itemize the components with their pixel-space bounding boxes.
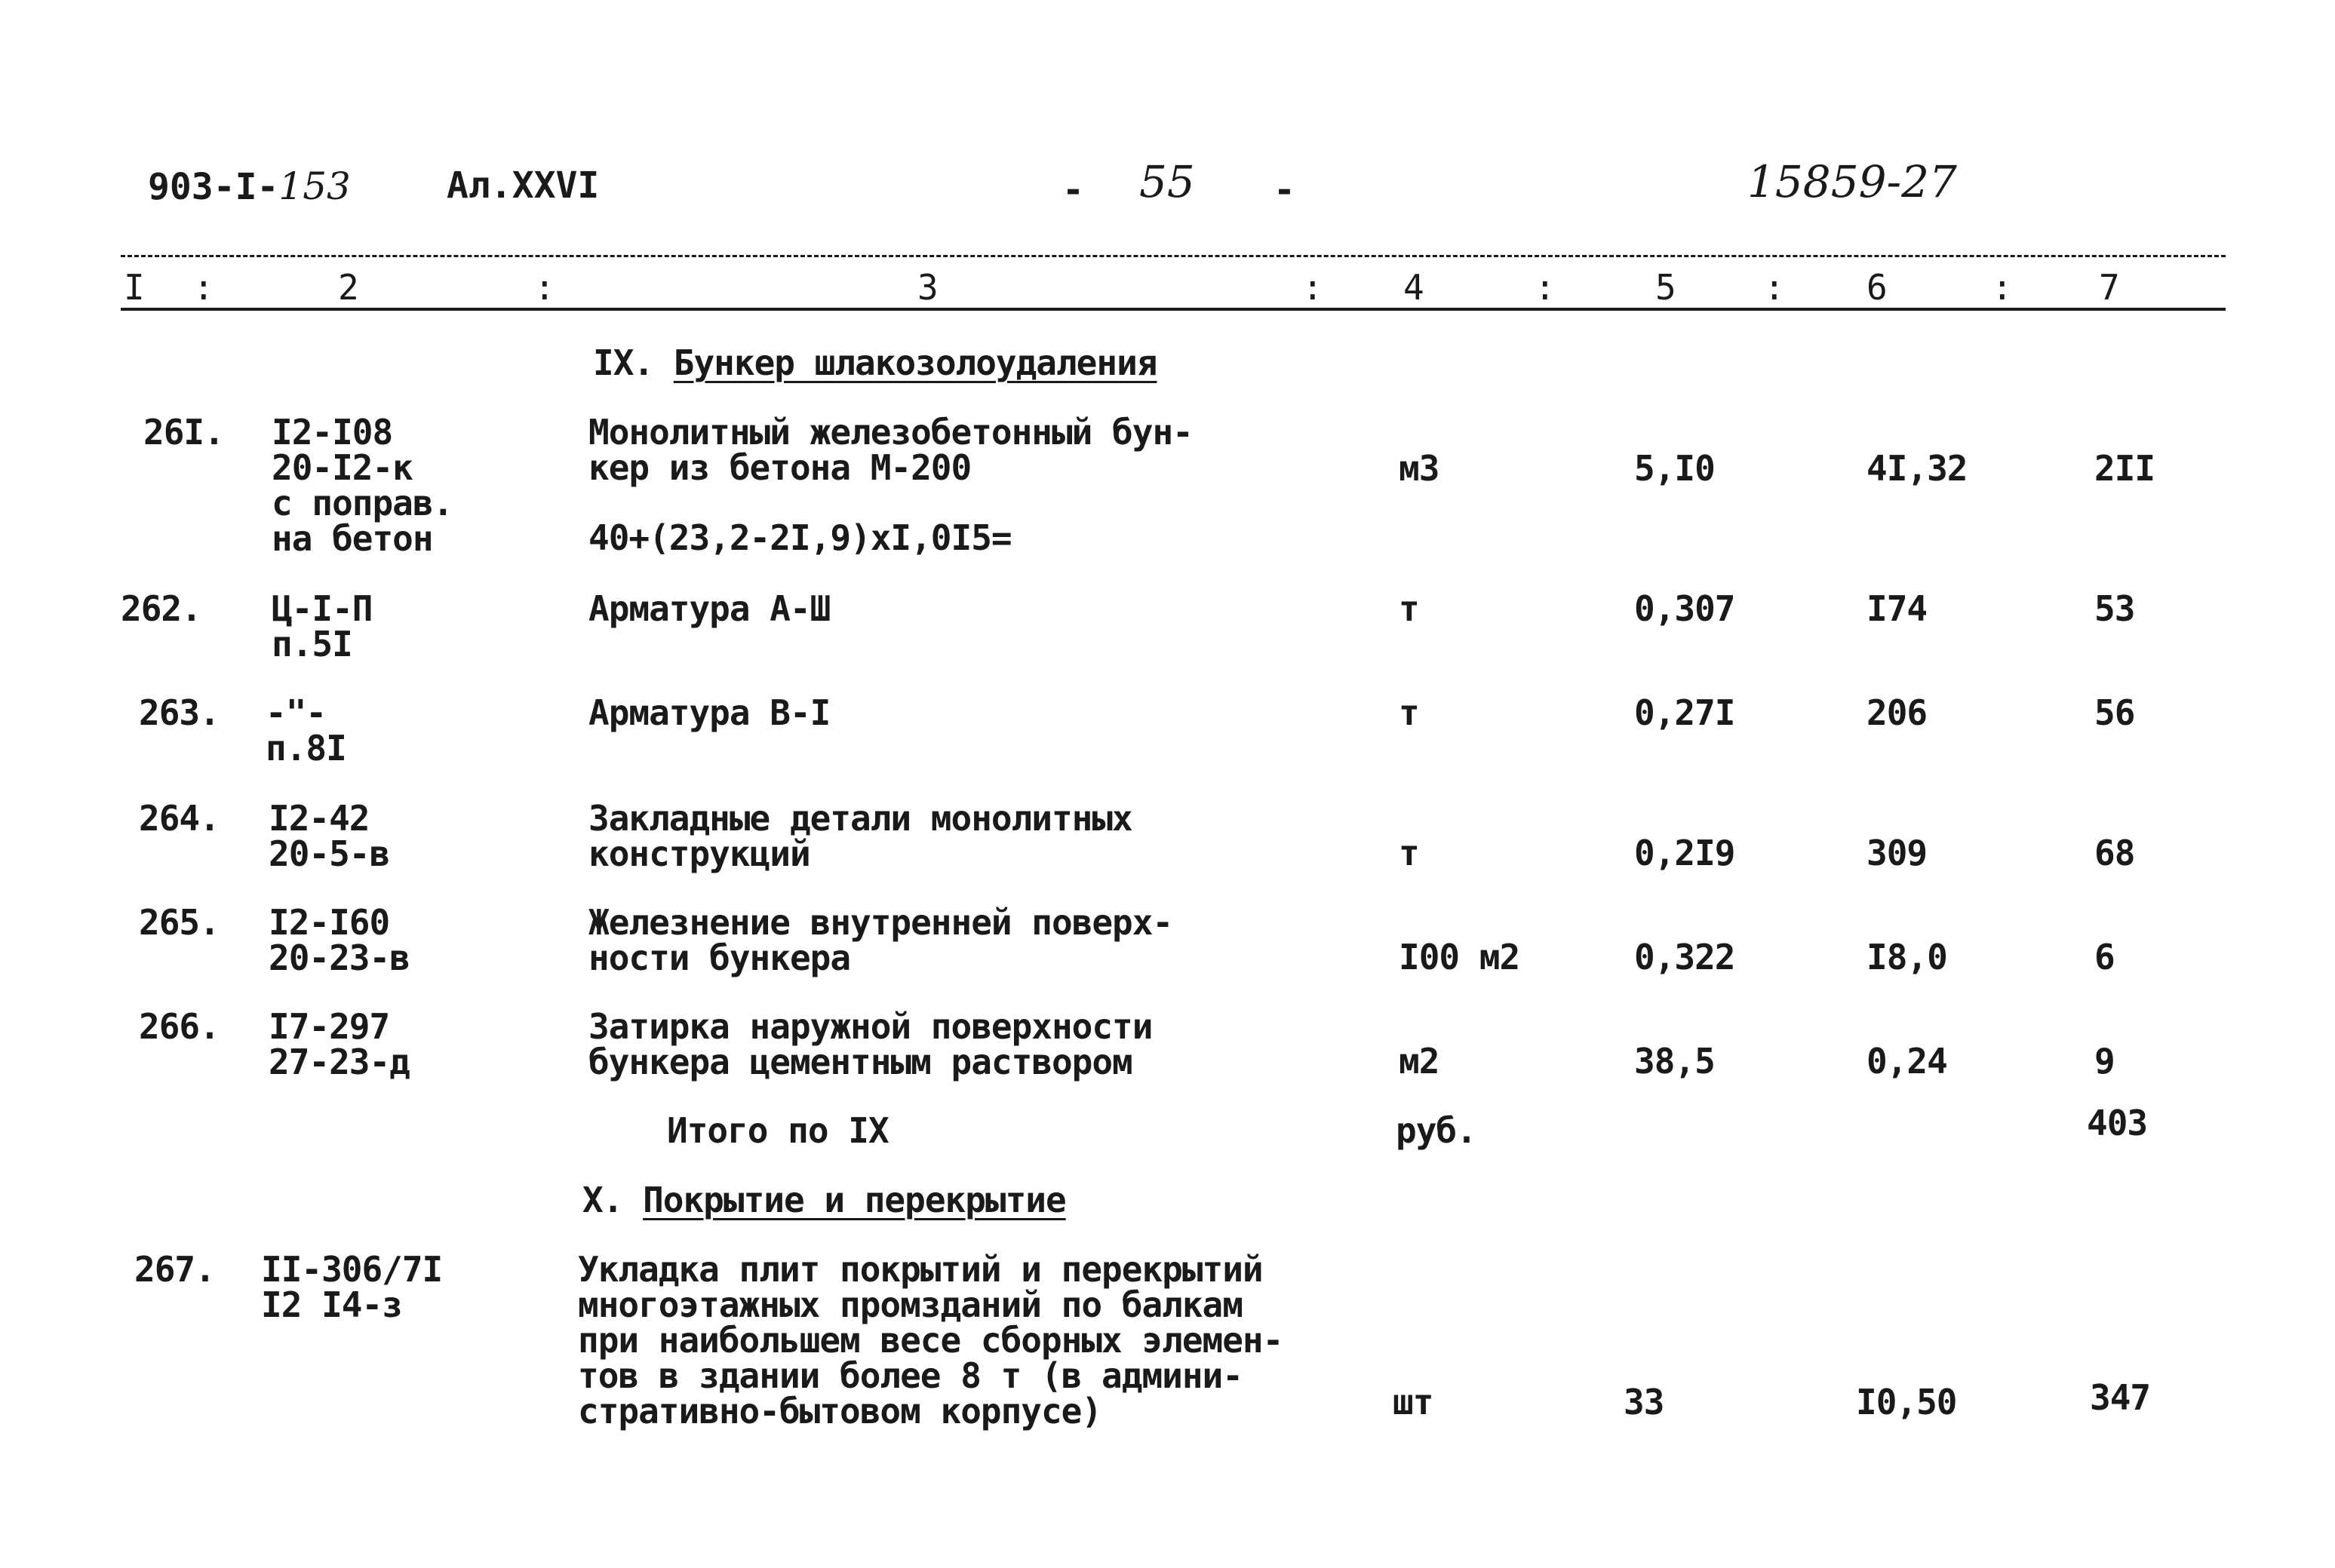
- column-header-sep: :: [193, 267, 214, 308]
- page-dash-right: -: [1273, 169, 1295, 211]
- column-header-5: 5: [1655, 267, 1676, 308]
- column-header-2: 2: [338, 267, 359, 308]
- header-top-rule: [121, 255, 2226, 257]
- row-unit: шт: [1393, 1382, 1433, 1422]
- row-price: I0,50: [1856, 1382, 1957, 1422]
- row-number: 264.: [139, 798, 220, 839]
- page-dash-left: -: [1062, 169, 1084, 211]
- row-price: 4I,32: [1866, 448, 1968, 489]
- row-quantity: 5,I0: [1634, 448, 1715, 489]
- row-total: 9: [2094, 1041, 2115, 1082]
- doc-code: [148, 164, 351, 208]
- row-total: 53: [2094, 588, 2135, 629]
- row-code: II-306/7I I2 I4-з: [261, 1249, 443, 1325]
- row-price: 0,24: [1866, 1041, 1947, 1082]
- doc-code-printed: 903-I-: [148, 166, 279, 208]
- row-unit: т: [1399, 692, 1419, 733]
- row-total: 347: [2090, 1377, 2151, 1418]
- row-price: 206: [1866, 692, 1928, 733]
- row-number: 262.: [121, 588, 201, 629]
- row-price: 309: [1866, 833, 1928, 873]
- column-header-7: 7: [2099, 267, 2120, 308]
- row-quantity: 0,2I9: [1634, 833, 1735, 873]
- row-unit: т: [1399, 833, 1419, 873]
- section-9-title: [593, 342, 1157, 383]
- row-total: 2II: [2094, 448, 2155, 489]
- column-header-6: 6: [1866, 267, 1888, 308]
- row-total: 68: [2094, 833, 2135, 873]
- column-header-4: 4: [1403, 267, 1424, 308]
- row-total: 6: [2094, 937, 2115, 977]
- row-description: Железнение внутренней поверх- ности бункера: [588, 902, 1173, 978]
- section-9-name: Бункер шлакозолоудаления: [673, 342, 1157, 383]
- row-quantity: 38,5: [1634, 1041, 1715, 1082]
- column-header-3: 3: [917, 267, 939, 308]
- subtotal-unit: руб.: [1396, 1110, 1476, 1151]
- row-quantity: 0,307: [1634, 588, 1735, 629]
- doc-code-handwritten: 153: [278, 164, 351, 208]
- row-number: 26I.: [143, 412, 224, 453]
- header-bottom-rule: [121, 308, 2226, 311]
- row-unit: I00 м2: [1399, 937, 1520, 977]
- section-9-prefix: IX.: [593, 342, 654, 383]
- row-code: Ц-I-П п.5I: [272, 588, 373, 664]
- row-description: Монолитный железобетонный бун- кер из бетона М-200: [588, 412, 1193, 488]
- row-quantity: 0,322: [1634, 937, 1735, 977]
- row-number: 265.: [139, 902, 220, 943]
- row-quantity: 33: [1624, 1382, 1664, 1422]
- column-header-1: I: [124, 267, 145, 308]
- row-number: 267.: [134, 1249, 215, 1290]
- subtotal-label: Итого по IX: [667, 1110, 889, 1151]
- row-code: -"- п.8I: [266, 692, 346, 769]
- row-unit: м2: [1399, 1041, 1439, 1082]
- row-price: I8,0: [1866, 937, 1947, 977]
- row-unit: т: [1399, 588, 1419, 629]
- column-header-sep: :: [1535, 267, 1556, 308]
- row-code: I7-297 27-23-д: [269, 1006, 410, 1082]
- row-code: I2-I60 20-23-в: [269, 902, 410, 978]
- row-code: I2-I08 20-I2-к с поправ. на бетон: [272, 412, 453, 559]
- row-total: 56: [2094, 692, 2135, 733]
- row-number: 266.: [139, 1006, 220, 1047]
- row-unit: м3: [1399, 448, 1439, 489]
- column-header-sep: :: [1764, 267, 1785, 308]
- row-formula: 40+(23,2-2I,9)xI,0I5=: [588, 517, 1012, 558]
- column-header-sep: :: [1302, 267, 1323, 308]
- subtotal-total: 403: [2087, 1103, 2148, 1143]
- page-number: 55: [1139, 156, 1195, 207]
- row-description: Арматура А-Ш: [588, 588, 831, 629]
- album-number: Ал.XXVI: [447, 164, 600, 207]
- column-header-sep: :: [1992, 267, 2013, 308]
- row-description: Арматура В-I: [588, 692, 831, 733]
- section-10-name: Покрытие и перекрытие: [643, 1180, 1066, 1220]
- row-quantity: 0,27I: [1634, 692, 1735, 733]
- row-number: 263.: [139, 692, 220, 733]
- sheet-code: 15859-27: [1747, 156, 1957, 207]
- row-code: I2-42 20-5-в: [269, 798, 390, 874]
- section-10-title: [582, 1180, 1066, 1220]
- section-10-prefix: X.: [582, 1180, 623, 1220]
- column-header-sep: :: [534, 267, 555, 308]
- row-description: Закладные детали монолитных конструкций: [588, 798, 1132, 874]
- row-price: I74: [1866, 588, 1928, 629]
- row-description: Укладка плит покрытий и перекрытий многоэтажных промзданий по балкам при наибольшем весе сборных элемен- тов в здании более 8 т (в админи- стративно-бытовом корпусе): [578, 1249, 1283, 1431]
- row-description: Затирка наружной поверхности бункера цементным раствором: [588, 1006, 1153, 1082]
